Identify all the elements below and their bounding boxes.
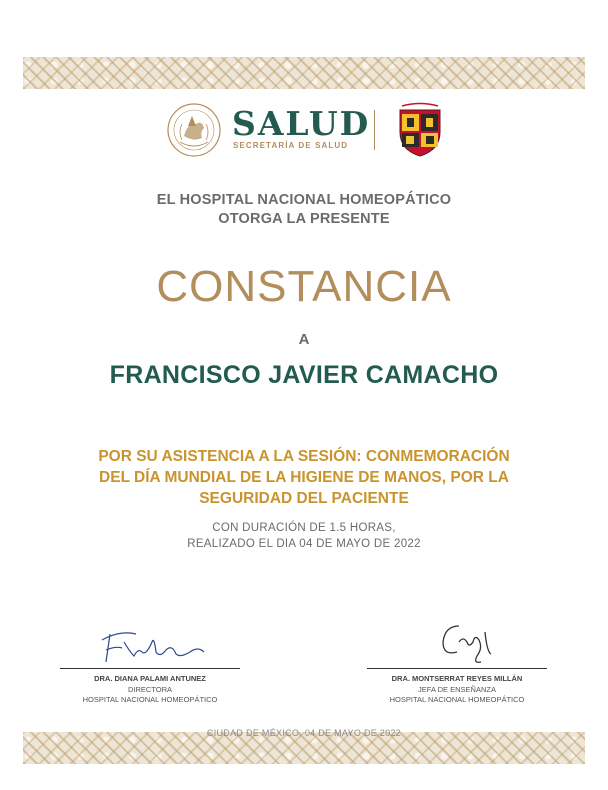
duration-text: [0, 520, 608, 552]
signature-teaching-icon: [387, 612, 527, 668]
logo-divider: [374, 110, 375, 150]
decorative-band-top: [23, 57, 585, 89]
mexico-seal-icon: [166, 102, 222, 158]
signature-block-director: [60, 612, 240, 710]
issuer-line-1: EL HOSPITAL NACIONAL HOMEOPÁTICO: [156, 192, 452, 208]
issuer-text: [0, 191, 608, 229]
signer-name: DRA. DIANA PALAMI ANTUNEZ: [94, 674, 206, 683]
signature-block-teaching: [367, 612, 547, 710]
reason-text: [0, 446, 608, 509]
signer-org: HOSPITAL NACIONAL HOMEOPÁTICO: [389, 695, 525, 704]
signer-name: DRA. MONTSERRAT REYES MILLÁN: [391, 674, 523, 683]
city-date: CIUDAD DE MÉXICO, 04 DE MAYO DE 2022: [206, 728, 402, 738]
signature-line: [60, 668, 240, 669]
salud-logo-text: SALUD: [232, 104, 371, 143]
signature-director-icon: [80, 612, 220, 668]
certificate-title: CONSTANCIA: [156, 262, 452, 311]
reason-line-1: POR SU ASISTENCIA A LA SESIÓN: CONMEMORACIÓN: [98, 448, 510, 465]
signature-line: [367, 668, 547, 669]
signer-org: HOSPITAL NACIONAL HOMEOPÁTICO: [82, 695, 218, 704]
reason-line-2: DEL DÍA MUNDIAL DE LA HIGIENE DE MANOS, POR LA: [99, 469, 509, 486]
reason-line-3: SEGURIDAD DEL PACIENTE: [199, 490, 409, 507]
signer-role: DIRECTORA: [127, 685, 173, 694]
header-logos: [0, 100, 608, 160]
connector-text: A: [298, 331, 310, 348]
salud-subtitle: SECRETARÍA DE SALUD: [233, 141, 349, 150]
signer-role: JEFA DE ENSEÑANZA: [418, 685, 496, 694]
duration-line-1: CON DURACIÓN DE 1.5 HORAS,: [212, 522, 396, 534]
hospital-shield-icon: [396, 102, 444, 158]
recipient-name: FRANCISCO JAVIER CAMACHO: [109, 361, 499, 389]
duration-line-2: REALIZADO EL DIA 04 DE MAYO DE 2022: [187, 538, 421, 550]
issuer-line-2: OTORGA LA PRESENTE: [218, 211, 390, 227]
